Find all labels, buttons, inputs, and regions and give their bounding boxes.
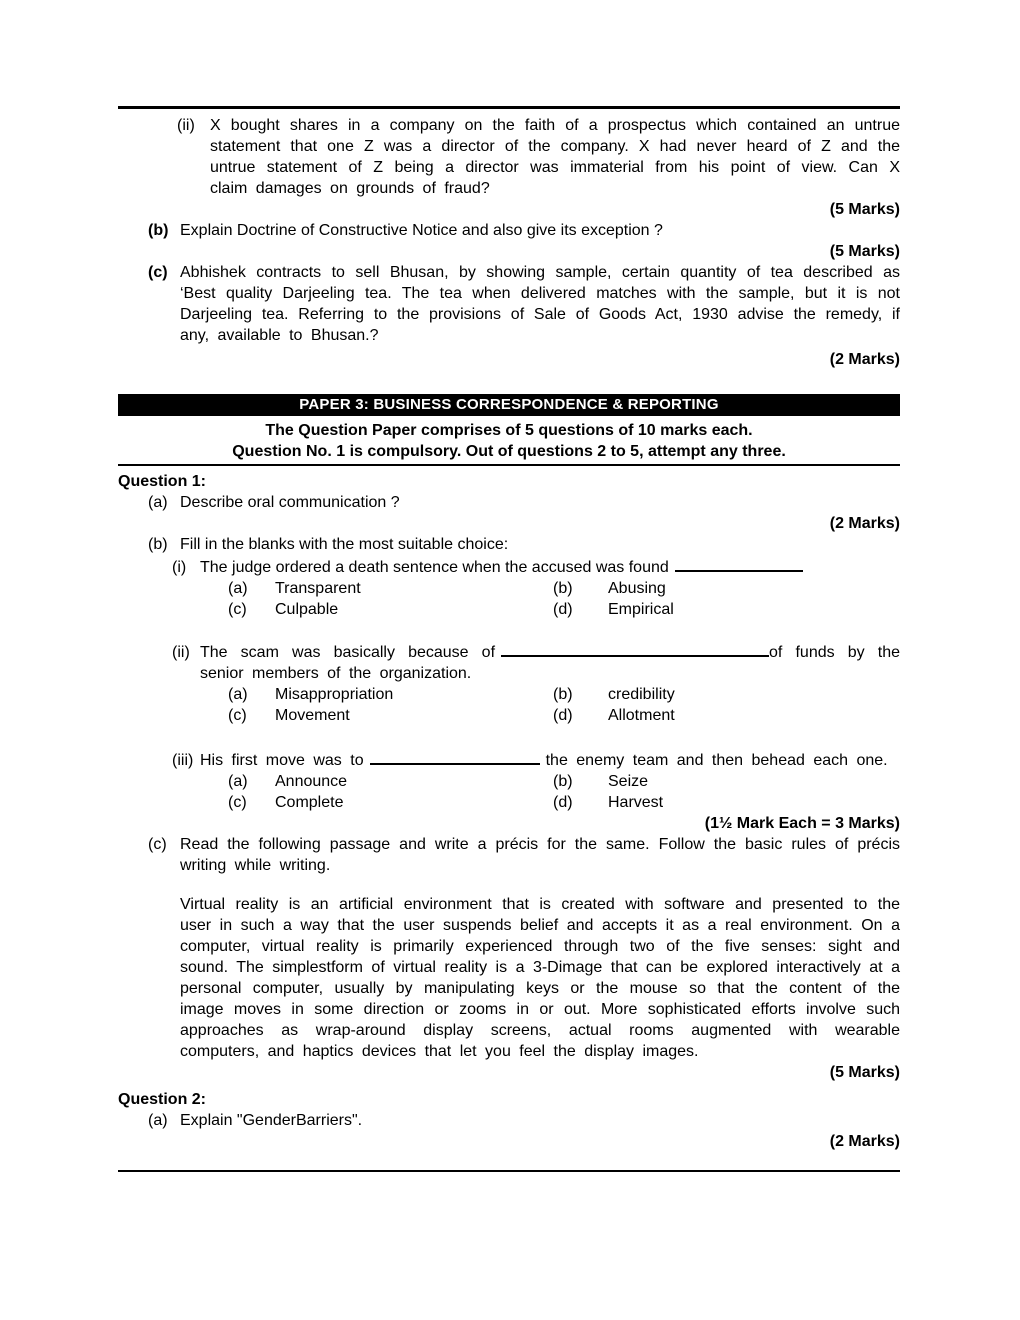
q1-part-b: [148, 534, 900, 555]
item-i-text-before: The judge ordered a death sentence when the accused was found: [200, 559, 669, 576]
marks-label: (2 Marks): [829, 351, 900, 368]
item-iii-options: [228, 771, 900, 813]
question-part-b: [148, 220, 900, 241]
option-text: credibility: [608, 686, 675, 703]
item-ii-options: [228, 684, 900, 726]
q1b-label: (b): [148, 536, 168, 553]
q1-part-c: [148, 834, 900, 876]
q2-part-a: [148, 1110, 900, 1131]
item-ii-sentence: [200, 642, 900, 684]
instruction-line-1: The Question Paper comprises of 5 questions of 10 marks each.: [265, 422, 753, 439]
question-1-heading: Question 1:: [118, 473, 207, 490]
part-b-text: Explain Doctrine of Constructive Notice and also give its exception ?: [180, 222, 663, 239]
option-label: (b): [553, 686, 573, 703]
marks-label: (5 Marks): [829, 201, 900, 218]
option-text: Complete: [275, 794, 344, 811]
option-text: Misappropriation: [275, 686, 394, 703]
part-ii-text: X bought shares in a company on the faith of a prospectus which contained an untrue statement that one Z was a director of the company. X had never heard of Z and the untrue statement of Z being a director was immaterial from his point of view. Can X claim damages on grounds of fraud?: [210, 117, 900, 197]
q1b-text: Fill in the blanks with the most suitable choice:: [180, 536, 509, 553]
option-label: (c): [228, 601, 247, 618]
bottom-divider: [118, 1170, 900, 1172]
q1c-label: (c): [148, 836, 167, 853]
marks-label: (2 Marks): [829, 1133, 900, 1150]
q2a-label: (a): [148, 1112, 168, 1129]
instruction-line-2: Question No. 1 is compulsory. Out of questions 2 to 5, attempt any three.: [232, 443, 786, 460]
q1b-item-iii: [172, 750, 900, 771]
q1b-item-i: [172, 557, 900, 578]
answer-blank: [370, 750, 540, 765]
option-text: Culpable: [275, 601, 339, 618]
question-part-c: [148, 262, 900, 346]
q2a-text: Explain "GenderBarriers".: [180, 1112, 363, 1129]
option-label: (a): [228, 773, 248, 790]
marks-label: (1½ Mark Each = 3 Marks): [704, 815, 900, 832]
section-divider: [118, 464, 900, 466]
answer-blank: [501, 642, 769, 657]
q1a-text: Describe oral communication ?: [180, 494, 400, 511]
option-label: (b): [553, 773, 573, 790]
marks-label: (5 Marks): [829, 1064, 900, 1081]
option-label: (a): [228, 686, 248, 703]
top-divider: [118, 106, 900, 109]
part-b-label: (b): [148, 222, 169, 239]
option-label: (a): [228, 580, 248, 597]
item-iii-number: (iii): [172, 752, 194, 769]
paper-title-banner: PAPER 3: BUSINESS CORRESPONDENCE & REPORTING: [118, 394, 900, 416]
item-iii-sentence: [200, 750, 900, 771]
item-i-sentence: [200, 557, 900, 578]
marks-label: (2 Marks): [829, 515, 900, 532]
marks-label: (5 Marks): [829, 243, 900, 260]
question-part-ii: [177, 115, 900, 199]
item-ii-text-before: The scam was basically because of: [200, 644, 496, 661]
option-text: Transparent: [275, 580, 361, 597]
precis-passage: Virtual reality is an artificial environment that is created with software and presented to the user in such a way that the user suspends belief and accepts it as a real environment. On a computer, virtual reality is primarily experienced through two of the five senses: sight and sound. The simplestform of virtual reality is a 3-Dimage that can be explored interactively at a personal computer, usually by manipulating keys or the mouse so that the content of the image moves in some direction or zooms in or out. More sophisticated efforts involve such approaches as wrap-around display screens, actual rooms augmented with wearable computers, and haptics devices that let you feel the display images.: [180, 896, 900, 1060]
part-ii-label: (ii): [177, 117, 195, 134]
part-c-label: (c): [148, 264, 168, 281]
exam-paper-page: [118, 0, 900, 1172]
option-label: (d): [553, 601, 573, 618]
option-text: Abusing: [608, 580, 666, 597]
question-2-heading: Question 2:: [118, 1091, 207, 1108]
option-label: (c): [228, 707, 247, 724]
option-label: (d): [553, 707, 573, 724]
item-iii-text-after: the enemy team and then behead each one.: [545, 752, 888, 769]
item-ii-text-after: of funds by the senior members of the organization.: [200, 644, 901, 682]
item-ii-number: (ii): [172, 644, 190, 661]
item-i-options: [228, 578, 900, 620]
answer-blank: [675, 557, 803, 572]
q1a-label: (a): [148, 494, 168, 511]
part-c-text: Abhishek contracts to sell Bhusan, by showing sample, certain quantity of tea described as ‘Best quality Darjeeling tea. The tea when delivered matches with the sample, but it is not Darjeeling tea. Referring to the provisions of Sale of Goods Act, 1930 advise the remedy, if any, available to Bhusan.?: [180, 264, 900, 344]
option-text: Allotment: [608, 707, 675, 724]
item-iii-text-before: His first move was to: [200, 752, 364, 769]
q1b-item-ii: [172, 642, 900, 684]
option-label: (b): [553, 580, 573, 597]
option-text: Harvest: [608, 794, 664, 811]
option-text: Announce: [275, 773, 348, 790]
option-text: Seize: [608, 773, 649, 790]
option-label: (c): [228, 794, 247, 811]
option-text: Movement: [275, 707, 350, 724]
q1c-text: Read the following passage and write a précis for the same. Follow the basic rules of précis writing while writing.: [180, 836, 900, 874]
option-label: (d): [553, 794, 573, 811]
item-i-number: (i): [172, 559, 187, 576]
q1-part-a: [148, 492, 900, 513]
option-text: Empirical: [608, 601, 674, 618]
